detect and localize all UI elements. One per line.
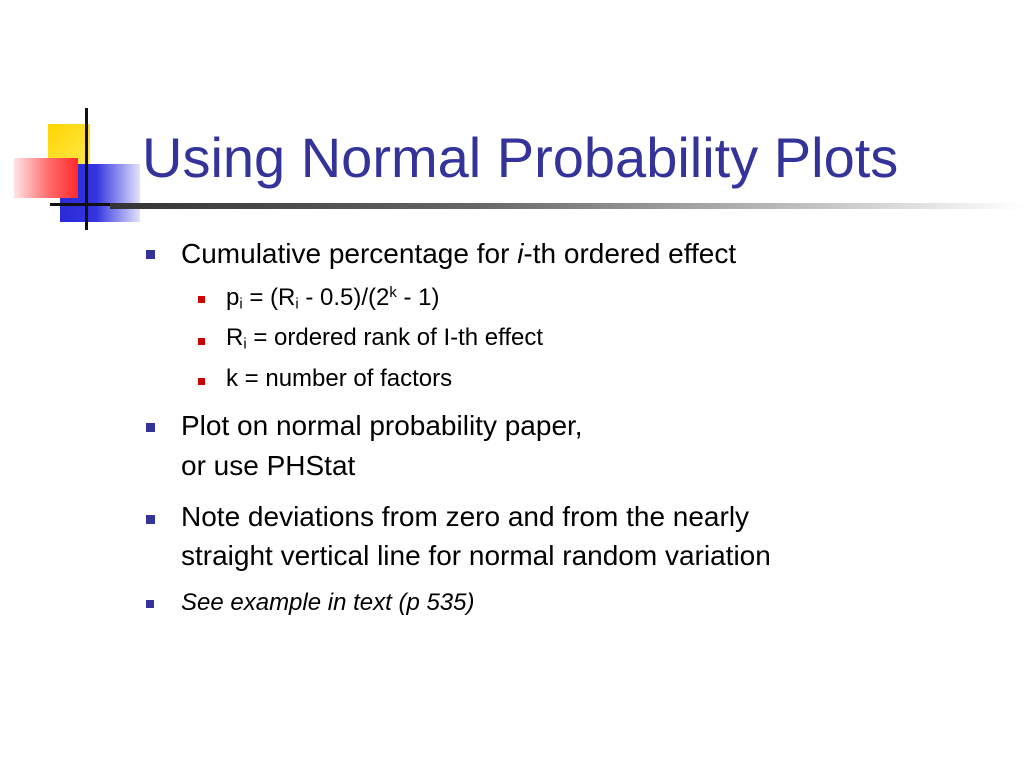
bullet-text: -th ordered effect (523, 238, 737, 269)
formula-text: - 0.5)/(2 (298, 284, 390, 311)
bullet-cumulative-percentage (181, 234, 736, 274)
red-square-shape (14, 158, 78, 198)
formula-superscript: k (389, 284, 397, 301)
bullet-plot-line2: or use PHStat (181, 450, 356, 481)
slide-title: Using Normal Probability Plots (142, 126, 899, 189)
sub-bullet-factors: k = number of factors (226, 365, 453, 392)
formula-text: p (226, 284, 240, 311)
bullet-text: Cumulative percentage for (181, 238, 518, 269)
sub-bullet-marker (198, 338, 205, 345)
bullet-deviations-line2: straight vertical line for normal random variation (181, 540, 771, 571)
bullet-marker (146, 423, 155, 432)
formula-subscript: i (243, 336, 247, 353)
sub-bullet-text: R (226, 324, 244, 351)
sub-bullet-marker (198, 378, 205, 385)
title-underline (110, 203, 1024, 209)
sub-bullet-rank (226, 322, 543, 354)
formula-subscript: i (239, 296, 243, 313)
vertical-line-shape (85, 108, 88, 230)
formula-text: = (R (242, 284, 296, 311)
sub-bullet-marker (198, 296, 205, 303)
bullet-plot-line1: Plot on normal probability paper, (181, 410, 583, 441)
bullet-see-example: See example in text (p 535) (181, 589, 475, 616)
bullet-marker (146, 600, 154, 608)
formula-text: - 1) (396, 284, 440, 311)
bullet-text-italic: i (517, 238, 524, 269)
sub-bullet-text: = ordered rank of I-th effect (246, 324, 544, 351)
sub-bullet-formula (226, 282, 439, 314)
decorative-logo (0, 100, 150, 240)
bullet-deviations-line1: Note deviations from zero and from the nearly (181, 501, 750, 532)
bullet-marker (146, 515, 155, 524)
bullet-marker (146, 250, 155, 259)
horizontal-line-shape (50, 203, 110, 206)
formula-subscript: i (295, 296, 299, 313)
